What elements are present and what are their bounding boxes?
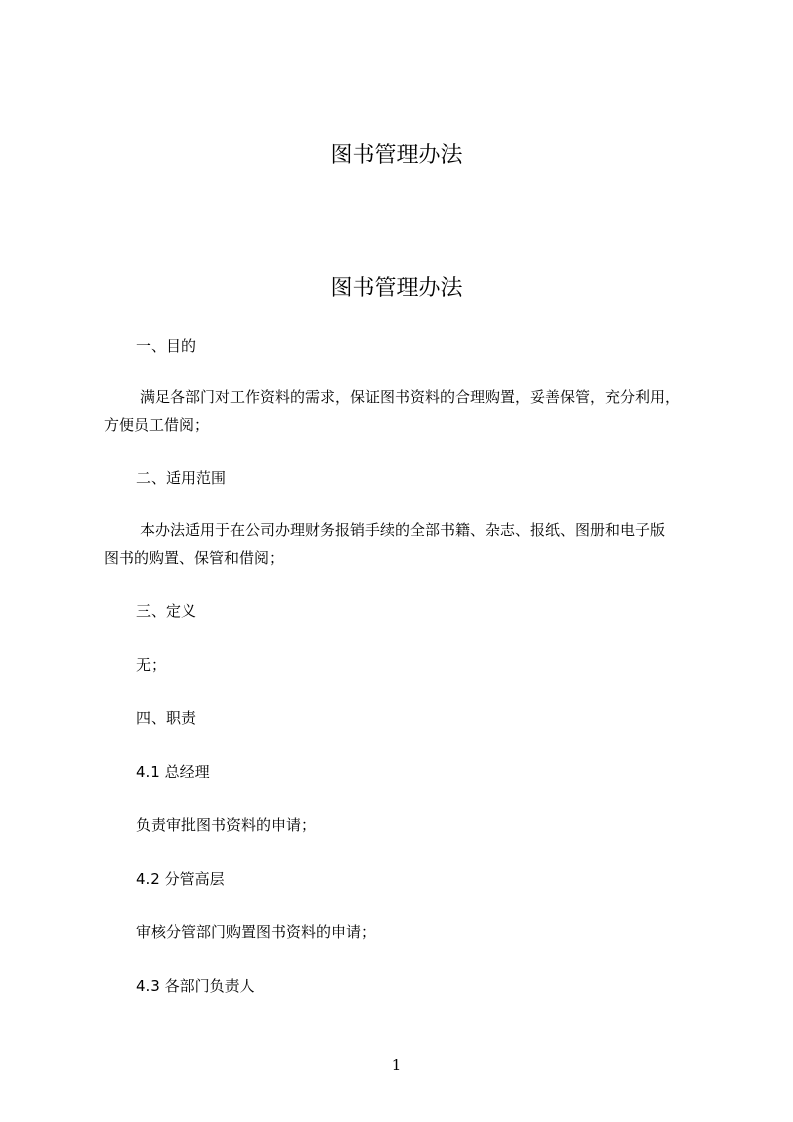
section-heading-responsibilities: 四、职责 — [136, 709, 197, 727]
section-heading-scope: 二、适用范围 — [136, 469, 227, 487]
scope-paragraph-line-1: 本办法适用于在公司办理财务报销手续的全部书籍、杂志、报纸、图册和电子版 — [140, 521, 666, 539]
cover-title: 图书管理办法 — [330, 143, 463, 168]
purpose-paragraph-line-1: 满足各部门对工作资料的需求，保证图书资料的合理购置，妥善保管，充分利用， — [140, 388, 681, 406]
subsection-heading-senior-management: 4.2 分管高层 — [136, 870, 225, 888]
purpose-paragraph-line-2: 方便员工借阅； — [104, 416, 210, 434]
senior-management-text: 审核分管部门购置图书资料的申请； — [136, 923, 377, 941]
definition-text: 无； — [136, 656, 167, 674]
subsection-heading-department-heads: 4.3 各部门负责人 — [136, 977, 255, 995]
scope-paragraph-line-2: 图书的购置、保管和借阅； — [104, 549, 285, 567]
section-heading-purpose: 一、目的 — [136, 337, 197, 355]
subsection-heading-general-manager: 4.1 总经理 — [136, 763, 210, 781]
document-title: 图书管理办法 — [330, 276, 463, 301]
general-manager-text: 负责审批图书资料的申请； — [136, 816, 317, 834]
page-number: 1 — [391, 1056, 402, 1074]
section-heading-definition: 三、定义 — [136, 602, 197, 620]
